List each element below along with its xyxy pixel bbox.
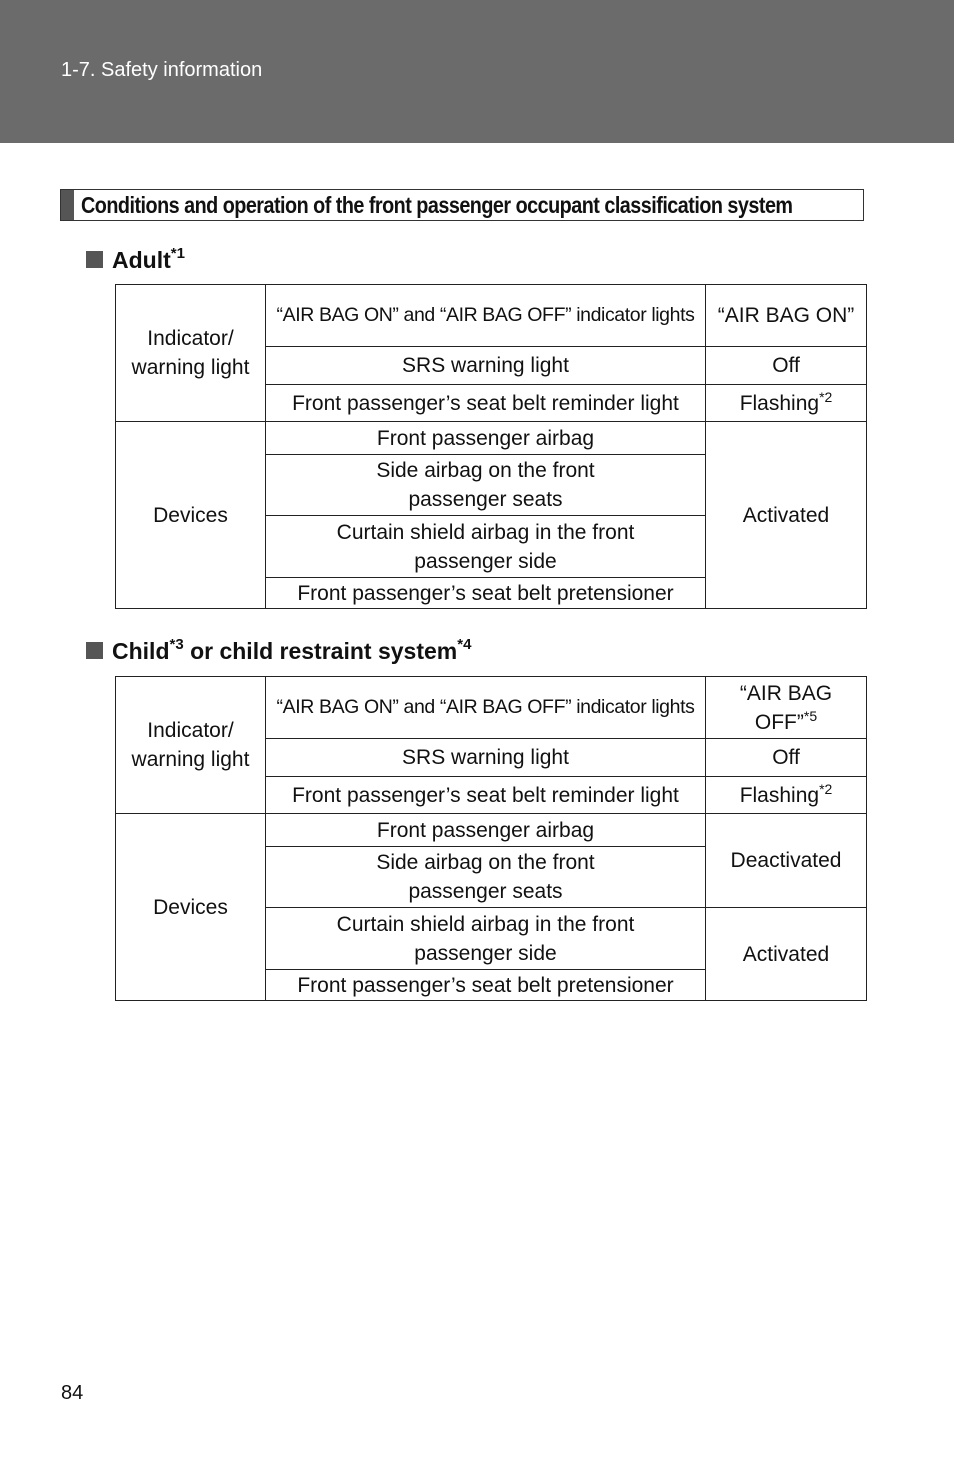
belt-reminder-cell: Front passenger’s seat belt reminder light [266, 777, 706, 814]
curtain-airbag-cell [266, 908, 706, 970]
deactivated-value-cell: Deactivated [706, 814, 867, 908]
belt-reminder-note: *2 [819, 780, 833, 797]
table-row [116, 677, 867, 739]
airbag-lights-cell: “AIR BAG ON” and “AIR BAG OFF” indicator lights [266, 677, 706, 739]
activated-value-cell: Activated [706, 908, 867, 1001]
curtain-airbag-cell [266, 516, 706, 578]
square-bullet-icon [86, 251, 103, 268]
child-heading-text: Child [112, 638, 170, 664]
page-number: 84 [61, 1382, 84, 1404]
belt-reminder-note: *2 [819, 388, 833, 405]
belt-reminder-value: Flashing [739, 783, 820, 807]
side-airbag-cell [266, 455, 706, 516]
breadcrumb: 1-7. Safety information [61, 59, 263, 81]
child-heading-note2: *4 [457, 636, 472, 653]
adult-heading-note: *1 [170, 245, 185, 262]
child-heading-rest: or child restraint system [183, 638, 458, 664]
side-airbag-text: Side airbag on the front passenger seats [376, 459, 595, 511]
devices-label-cell: Devices [116, 814, 266, 1001]
airbag-lights-value-cell [706, 677, 867, 739]
srs-cell: SRS warning light [266, 347, 706, 385]
belt-reminder-value-cell [706, 777, 867, 814]
airbag-lights-value: “AIR BAG OFF” [739, 681, 833, 734]
belt-reminder-value-cell [706, 385, 867, 422]
curtain-airbag-text: Curtain shield airbag in the front passenger side [336, 912, 635, 965]
side-airbag-cell [266, 847, 706, 908]
front-airbag-cell: Front passenger airbag [266, 814, 706, 847]
belt-reminder-value: Flashing [739, 391, 820, 415]
table-row [116, 814, 867, 847]
child-heading-note: *3 [169, 636, 184, 653]
side-airbag-text: Side airbag on the front passenger seats [376, 851, 595, 903]
child-table [115, 676, 867, 1001]
adult-heading [86, 247, 185, 274]
airbag-lights-note: *5 [803, 707, 818, 724]
devices-label-cell: Devices [116, 422, 266, 609]
page-header [0, 0, 954, 143]
front-airbag-cell: Front passenger airbag [266, 422, 706, 455]
indicator-label-cell: Indicator/ warning light [116, 285, 266, 422]
table-row [116, 285, 867, 347]
adult-heading-text: Adult [112, 247, 171, 273]
section-title: Conditions and operation of the front passenger occupant classification system [81, 192, 793, 218]
srs-cell: SRS warning light [266, 739, 706, 777]
srs-value: Off [706, 739, 867, 777]
adult-table [115, 284, 867, 609]
section-title-marker [61, 190, 74, 220]
section-title-box [60, 189, 864, 221]
indicator-label-cell: Indicator/ warning light [116, 677, 266, 814]
srs-value: Off [706, 347, 867, 385]
square-bullet-icon [86, 642, 103, 659]
pretensioner-cell: Front passenger’s seat belt pretensioner [266, 578, 706, 609]
airbag-lights-value: “AIR BAG ON” [706, 285, 867, 347]
pretensioner-cell: Front passenger’s seat belt pretensioner [266, 970, 706, 1001]
child-heading [86, 638, 471, 665]
table-row [116, 422, 867, 455]
belt-reminder-cell: Front passenger’s seat belt reminder light [266, 385, 706, 422]
airbag-lights-cell: “AIR BAG ON” and “AIR BAG OFF” indicator lights [266, 285, 706, 347]
devices-value-cell: Activated [706, 422, 867, 609]
curtain-airbag-text: Curtain shield airbag in the front passenger side [336, 520, 635, 573]
